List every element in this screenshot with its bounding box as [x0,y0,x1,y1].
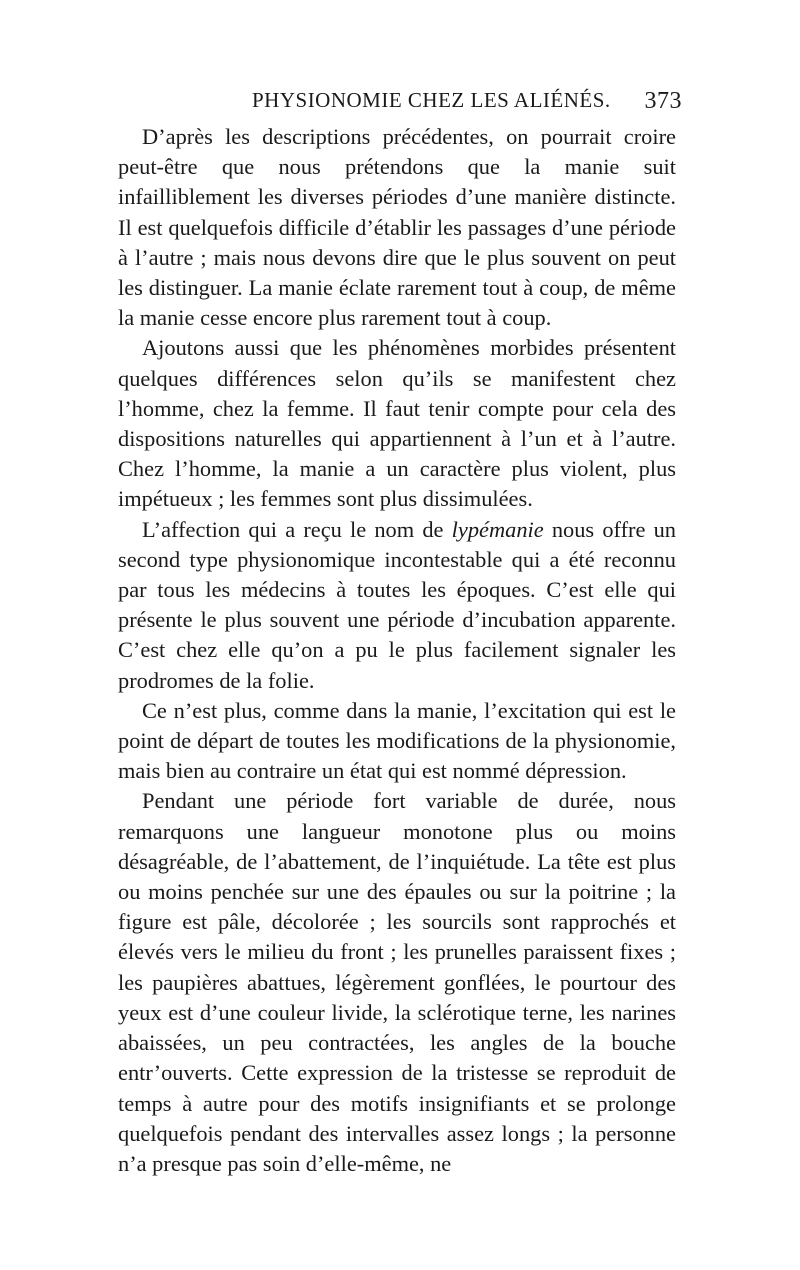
paragraph-3 [118,515,676,696]
paragraph-1: D’après les descriptions précédentes, on pourrait croire peut-être que nous prétendons que la manie suit infailliblement les diverses périodes d’une manière distincte. Il est quelquefois difficile d’établir les passages d’une période à l’autre ; mais nous devons dire que le plus souvent on peut les distinguer. La manie éclate rarement tout à coup, de même la manie cesse encore plus rarement tout à coup. [118,124,676,331]
paragraph-3-text-after: nous offre un second type physionomique incontestable qui a été reconnu par tous les médecins à toutes les époques. C’est elle qui présente le plus souvent une période d’incubation apparente. C’est chez elle qu’on a pu le plus facilement signaler les prodromes de la folie. [118,516,676,693]
paragraph-2: Ajoutons aussi que les phénomènes morbides présentent quelques différences selon qu’ils se manifestent chez l’homme, chez la femme. Il faut tenir compte pour cela des dispositions naturelles qui appartiennent à l’un et à l’autre. Chez l’homme, la manie a un caractère plus violent, plus impétueux ; les femmes sont plus dissimulées. [118,335,676,512]
running-title: PHYSIONOMIE CHEZ LES ALIÉNÉS. [252,88,611,112]
paragraph-4: Ce n’est plus, comme dans la manie, l’excitation qui est le point de départ de toutes les modifications de la physionomie, mais bien au contraire un état qui est nommé dépression. [118,697,676,784]
paragraph-5: Pendant une période fort variable de durée, nous remarquons une langueur monotone plus ou moins désagréable, de l’abattement, de l’inquiétude. La tête est plus ou moins penchée sur une des épaules ou sur la poitrine ; la figure est pâle, décolorée ; les sourcils sont rapprochés et élevés vers le milieu du front ; les prunelles paraissent fixes ; les paupières abattues, légèrement gonflées, le pourtour des yeux est d’une couleur livide, la sclérotique terne, les narines abaissées, un peu contractées, les angles de la bouche entr’ouverts. Cette expression de la tristesse se reproduit de temps à autre pour des motifs insignifiants et se prolonge quelquefois pendant des intervalles assez longs ; la personne n’a presque pas soin d’elle-même, ne [118,788,676,1176]
page-number: 373 [644,88,682,114]
emphasized-term: lypémanie [451,516,544,542]
paragraph-3-text-before: L’affection qui a reçu le nom de [142,516,452,542]
body-text [118,122,676,1179]
running-header [118,88,682,118]
